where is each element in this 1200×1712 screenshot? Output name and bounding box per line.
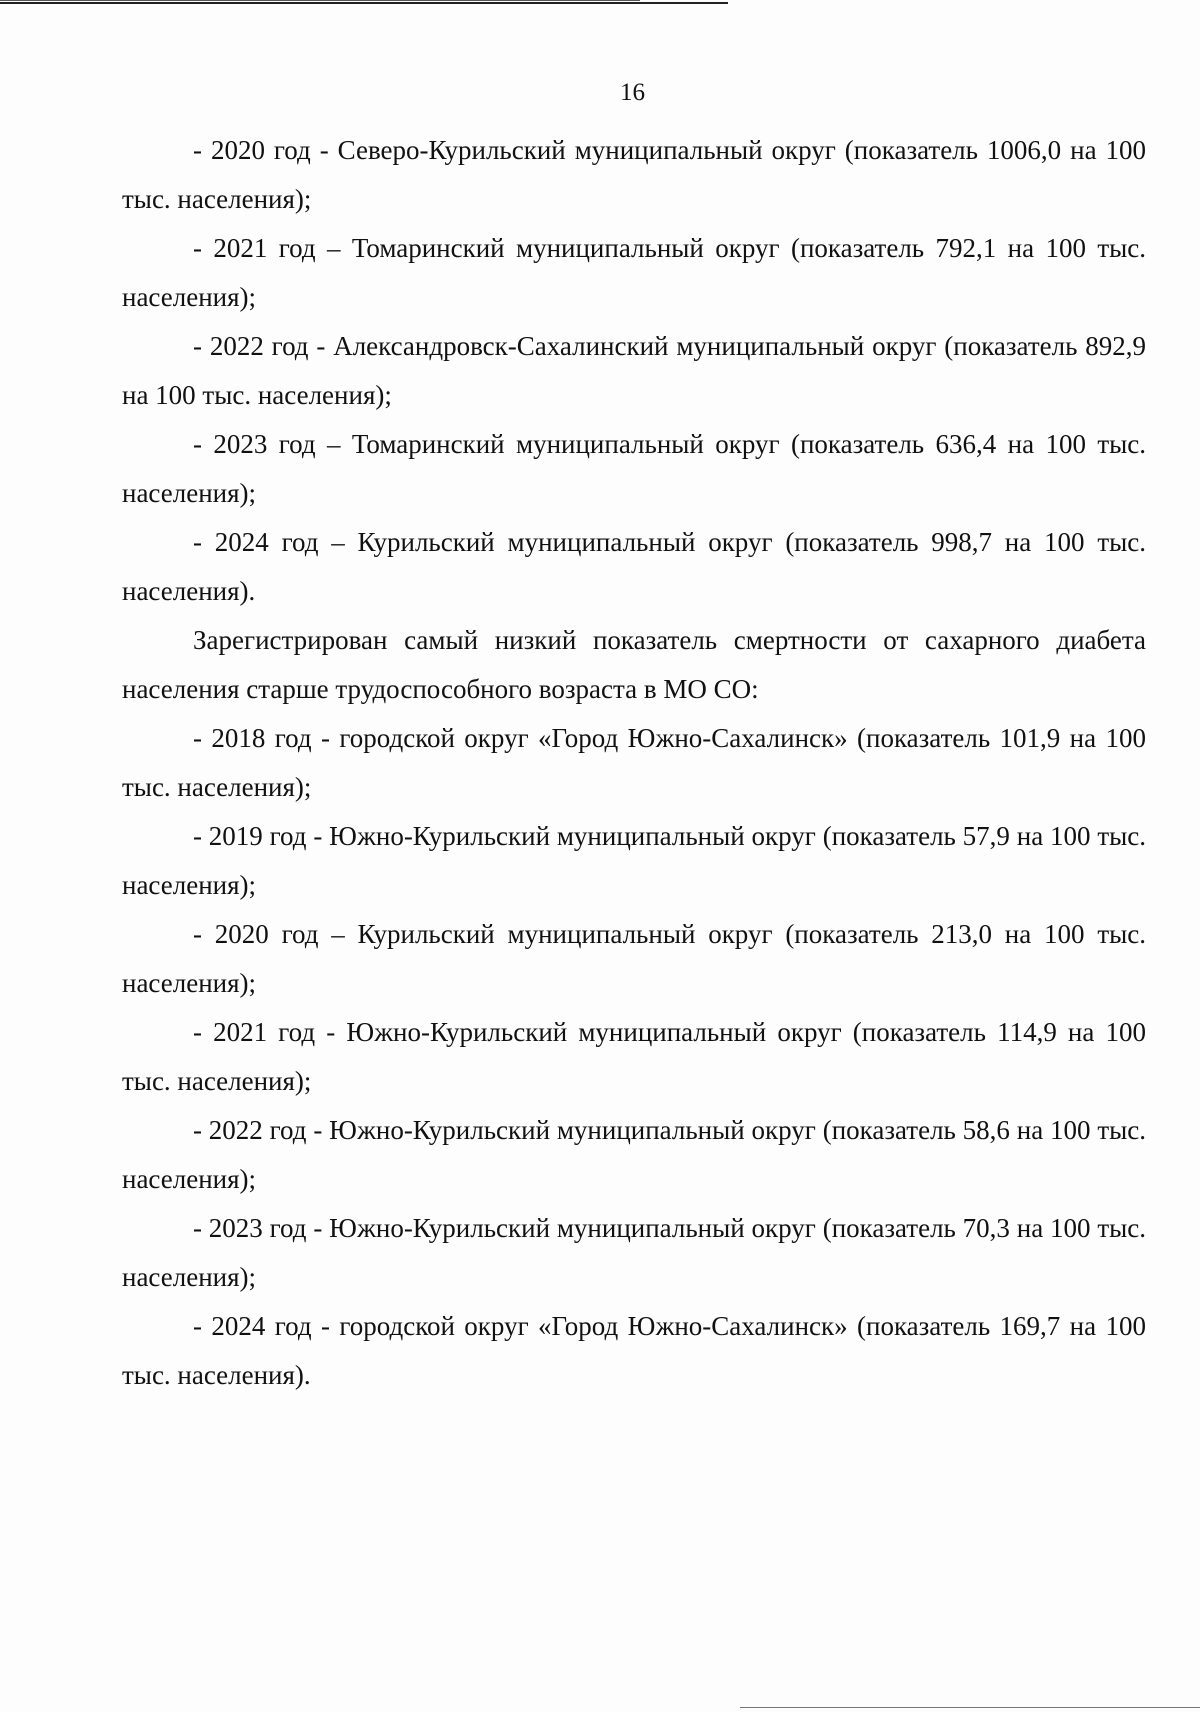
list-item: - 2019 год - Южно-Курильский муниципальный округ (показатель 57,9 на 100 тыс. населения); <box>122 821 1146 900</box>
list-item: - 2022 год - Южно-Курильский муниципальный округ (показатель 58,6 на 100 тыс. населения); <box>122 1115 1146 1194</box>
list-item: - 2021 год - Южно-Курильский муниципальный округ (показатель 114,9 на 100 тыс. населения); <box>122 1017 1146 1096</box>
list-item: - 2023 год - Южно-Курильский муниципальный округ (показатель 70,3 на 100 тыс. населения); <box>122 1213 1146 1292</box>
list-item: - 2021 год – Томаринский муниципальный округ (показатель 792,1 на 100 тыс. населения); <box>122 233 1146 312</box>
list-item: - 2024 год - городской округ «Город Южно-Сахалинск» (показатель 169,7 на 100 тыс. населения). <box>122 1311 1146 1390</box>
section-intro-paragraph: Зарегистрирован самый низкий показатель смертности от сахарного диабета населения старше трудоспособного возраста в МО СО: <box>122 625 1146 704</box>
list-item: - 2022 год - Александровск-Сахалинский муниципальный округ (показатель 892,9 на 100 тыс. населения); <box>122 331 1146 410</box>
page-number: 16 <box>620 79 645 106</box>
scan-edge-line <box>0 2 728 4</box>
scan-edge-line <box>740 1707 1200 1708</box>
list-item: - 2020 год – Курильский муниципальный округ (показатель 213,0 на 100 тыс. населения); <box>122 919 1146 998</box>
scan-edge-line <box>0 0 640 1</box>
list-item: - 2018 год - городской округ «Город Южно-Сахалинск» (показатель 101,9 на 100 тыс. населения); <box>122 723 1146 802</box>
list-item: - 2020 год - Северо-Курильский муниципальный округ (показатель 1006,0 на 100 тыс. населения); <box>122 135 1146 214</box>
list-item: - 2024 год – Курильский муниципальный округ (показатель 998,7 на 100 тыс. населения). <box>122 527 1146 606</box>
document-body <box>122 126 1146 1400</box>
list-item: - 2023 год – Томаринский муниципальный округ (показатель 636,4 на 100 тыс. населения); <box>122 429 1146 508</box>
